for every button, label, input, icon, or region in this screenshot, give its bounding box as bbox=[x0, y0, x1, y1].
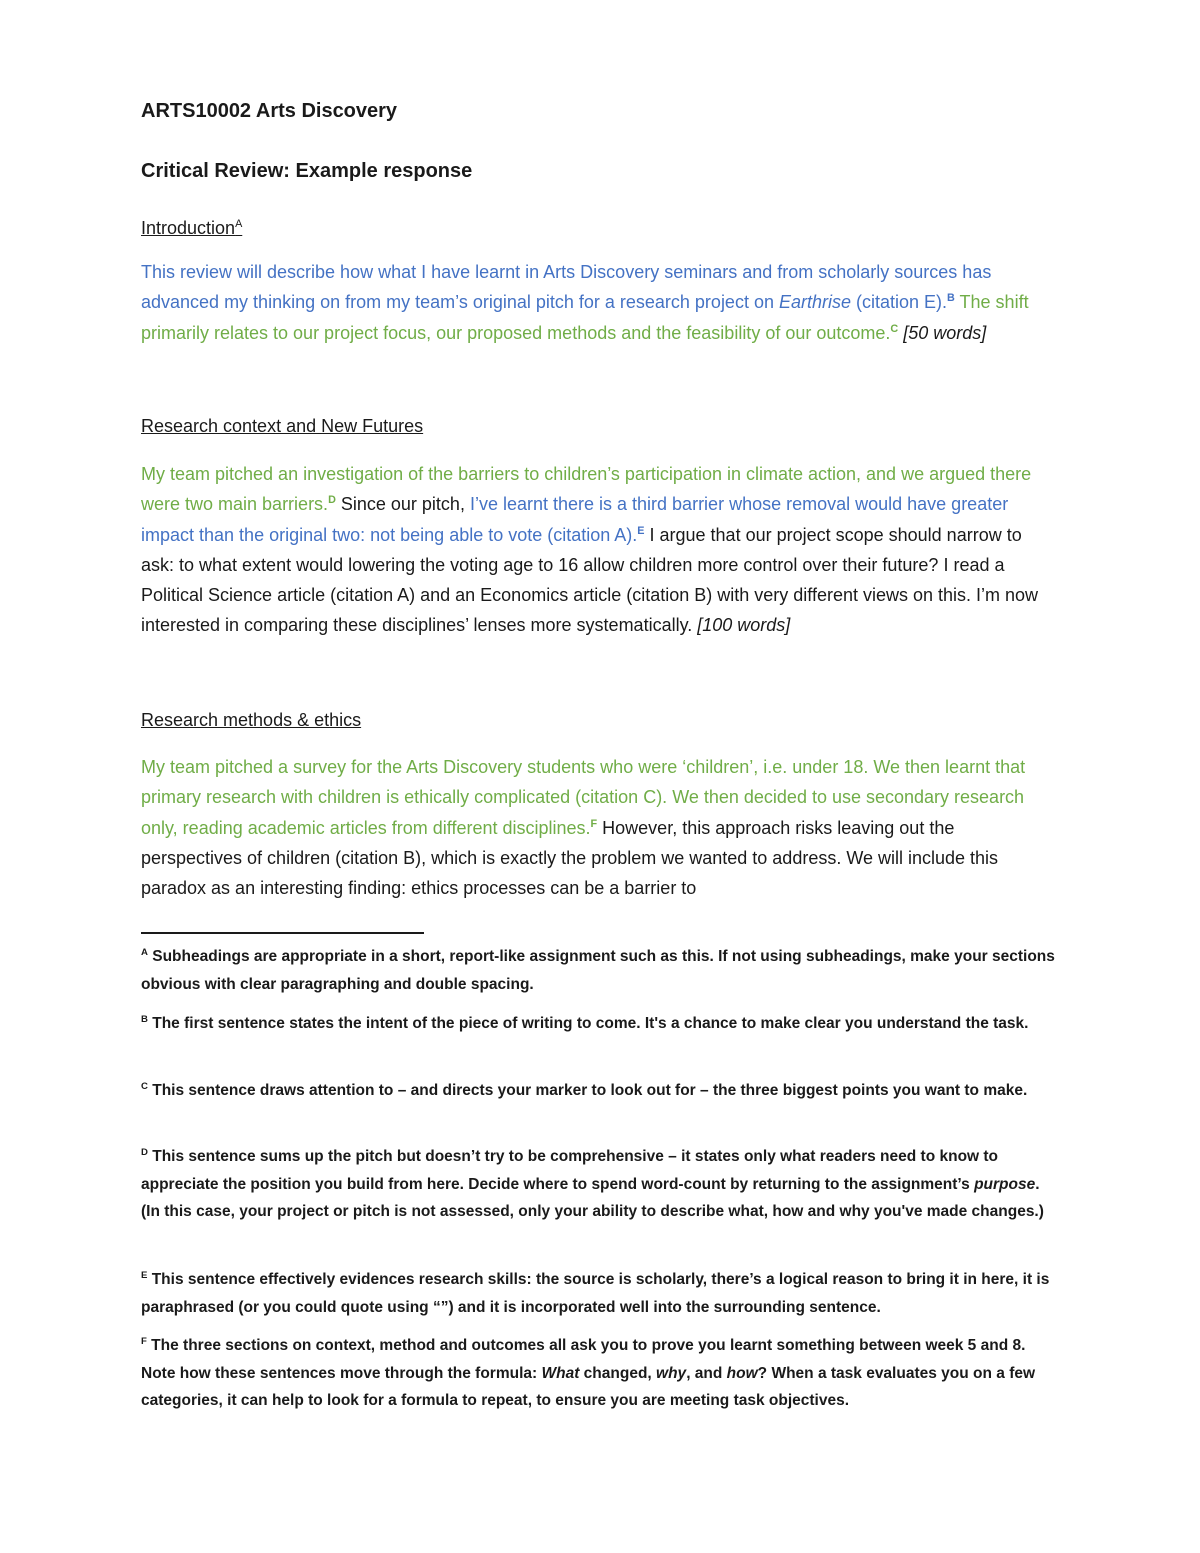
footnote-ref-e: E bbox=[637, 524, 645, 537]
footnote-f-text-4: ? When a task evaluates you on a few categories, it can help to look for a formula to repeat, to ensure you are meeting task objectives. bbox=[141, 1364, 1036, 1409]
footnote-d-text-2: . (In this case, your project or pitch is not assessed, only your ability to describe what, how and why you've made changes.) bbox=[141, 1175, 1044, 1220]
heading-introduction-label: Introduction bbox=[141, 218, 236, 238]
earthrise-title: Earthrise bbox=[778, 292, 852, 313]
footnote-e bbox=[141, 1266, 1056, 1321]
footnote-b bbox=[141, 1010, 1056, 1038]
paragraph-research-methods bbox=[141, 752, 1056, 903]
footnote-a bbox=[141, 943, 1056, 998]
footnote-b-mark: B bbox=[141, 1013, 148, 1025]
footnote-ref-c: C bbox=[890, 322, 899, 335]
course-title: ARTS10002 Arts Discovery bbox=[141, 100, 398, 122]
document-subtitle: Critical Review: Example response bbox=[141, 160, 473, 182]
footnote-ref-d: D bbox=[328, 494, 336, 507]
footnote-f-text-2: changed, bbox=[579, 1364, 657, 1382]
heading-introduction bbox=[141, 218, 242, 239]
intro-sentence-1 bbox=[141, 262, 991, 312]
intro-sentence-2-text: The shift primarily relates to our project focus, our proposed methods and the feasibility of our outcome. bbox=[141, 292, 1029, 343]
footnote-separator bbox=[141, 932, 424, 934]
context-word-count: [100 words] bbox=[692, 615, 791, 636]
footnote-f-why: why bbox=[656, 1364, 687, 1382]
methods-sentence-1: My team pitched a survey for the Arts Discovery students who were ‘children’, i.e. under 18. bbox=[141, 757, 869, 777]
footnote-d-purpose: purpose bbox=[974, 1175, 1036, 1193]
footnote-d-text-1: This sentence sums up the pitch but doesn’t try to be comprehensive – it states only what readers need to know to appreciate the position you build from here. Decide where to spend word-count by returning to the assignment’s bbox=[141, 1148, 999, 1193]
footnote-f-text-1: The three sections on context, method and outcomes all ask you to prove you learnt something between week 5 and 8. Note how these sentences move through the formula: bbox=[141, 1337, 1026, 1382]
methods-sentence-2: We then learnt that primary research with children is ethically complicated (citation C). bbox=[141, 757, 1026, 808]
intro-word-count: [50 words] bbox=[898, 322, 987, 343]
methods-sentence-4: However, this approach risks leaving out the perspectives of children (citation B), which is exactly the problem we wanted to address. We will include this paradox as an interesting finding: ethics processes can be a barrier to bbox=[141, 817, 999, 899]
footnote-f bbox=[141, 1332, 1056, 1415]
footnote-f-what: What bbox=[541, 1364, 580, 1382]
heading-research-methods: Research methods & ethics bbox=[141, 710, 362, 730]
footnote-e-mark: E bbox=[141, 1269, 148, 1281]
footnote-ref-a: A bbox=[235, 218, 243, 230]
context-sentence-2a: Since our pitch, bbox=[335, 494, 470, 515]
footnote-c-text: This sentence draws attention to – and directs your marker to look out for – the three biggest points you want to make. bbox=[147, 1082, 1028, 1099]
footnote-ref-f: F bbox=[590, 817, 598, 830]
footnote-d-mark: D bbox=[141, 1146, 148, 1158]
intro-sentence-1-end: (citation E). bbox=[851, 292, 948, 313]
intro-sentence-1-text: This review will describe how what I have learnt in Arts Discovery seminars and from scholarly sources has advanced my thinking on from my team’s original pitch for a research project on bbox=[141, 262, 992, 313]
footnote-f-mark: F bbox=[141, 1335, 147, 1347]
footnote-f-how: how bbox=[726, 1364, 758, 1382]
footnote-e-text: This sentence effectively evidences research skills: the source is scholarly, there’s a logical reason to bring it in here, it is paraphrased (or you could quote using “”) and it is incorporated well into the surrounding sentence. bbox=[141, 1271, 1050, 1316]
footnote-d bbox=[141, 1143, 1056, 1226]
footnote-ref-b: B bbox=[947, 292, 955, 305]
footnote-c-mark: C bbox=[141, 1080, 148, 1092]
footnote-c bbox=[141, 1077, 1056, 1105]
context-sentence-3: I argue that our project scope should narrow to ask: to what extent would lowering the voting age to 16 allow children more control over their future? I read a Political Science article (citation A) and an Economics article (citation B) with very different views on this. I’m now interested in comparing these disciplines’ lenses more systematically. bbox=[141, 524, 1039, 636]
paragraph-research-context bbox=[141, 459, 1056, 641]
footnote-a-mark: A bbox=[141, 946, 148, 958]
context-sentence-1-text: My team pitched an investigation of the barriers to children’s participation in climate action, and we argued there were two main barriers. bbox=[141, 464, 1032, 515]
footnote-a-text: Subheadings are appropriate in a short, report-like assignment such as this. If not using subheadings, make your sections obvious with clear paragraphing and double spacing. bbox=[141, 948, 1055, 993]
methods-sentence-3: We then decided to use secondary research only, reading academic articles from different disciplines. bbox=[141, 787, 1025, 838]
footnote-f-text-3: , and bbox=[686, 1364, 727, 1382]
context-sentence-2b-text: I’ve learnt there is a third barrier whose removal would have greater impact than the original two: not being able to vote (citation A). bbox=[141, 494, 1009, 545]
paragraph-introduction bbox=[141, 257, 1056, 348]
footnote-b-text: The first sentence states the intent of the piece of writing to come. It's a chance to make clear you understand the task. bbox=[147, 1015, 1029, 1032]
heading-research-context: Research context and New Futures bbox=[141, 416, 424, 436]
